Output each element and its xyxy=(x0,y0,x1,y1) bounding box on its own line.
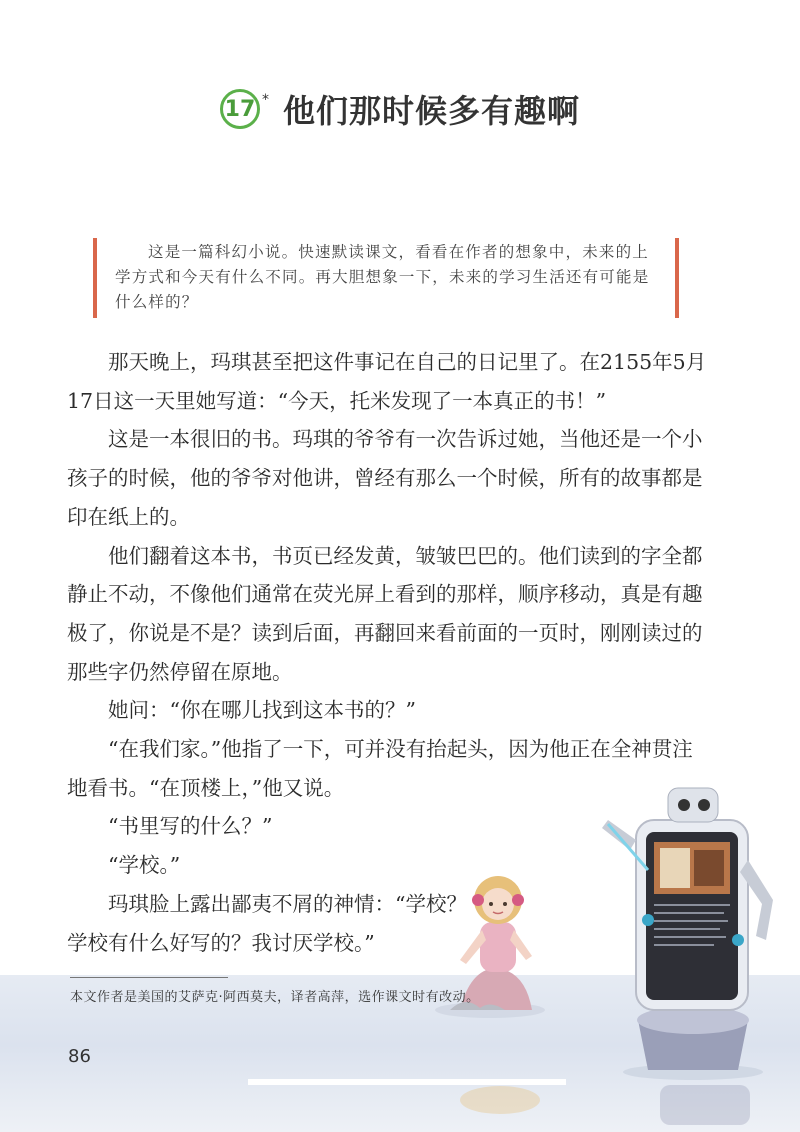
robot-illustration xyxy=(588,780,788,1080)
paragraph: 这是一本很旧的书。玛琪的爷爷有一次告诉过她，当他还是一个小孩子的时候，他的爷爷对他讲，曾经有那么一个时候，所有的故事都是印在纸上的。 xyxy=(67,427,703,529)
reading-guide xyxy=(93,238,679,318)
paragraph: 玛琪脸上露出鄙夷不屑的神情：“学校？学校有什么好写的？我讨厌学校。” xyxy=(67,891,467,955)
footnote-rule xyxy=(70,977,228,978)
lesson-header xyxy=(0,86,800,132)
paragraph: 那天晚上，玛琪甚至把这件事记在自己的日记里了。在2155年5月17日这一天里她写道：“今天，托米发现了一本真正的书！” xyxy=(67,350,707,413)
paragraph: “书里写的什么？” xyxy=(108,814,273,839)
guide-bar-left xyxy=(93,238,97,318)
self-study-mark: * xyxy=(261,92,269,108)
paragraph: “学校。” xyxy=(108,853,181,878)
guide-text: 这是一篇科幻小说。快速默读课文，看看在作者的想象中，未来的上学方式和今天有什么不同。再大胆想象一下，未来的学习生活还有可能是什么样的？ xyxy=(115,243,650,311)
lesson-title: 他们那时候多有趣啊 xyxy=(282,92,580,130)
guide-bar-right xyxy=(675,238,679,318)
paragraph: 她问：“你在哪儿找到这本书的？” xyxy=(108,698,416,723)
floor-reflection xyxy=(430,1085,790,1130)
footnote: 本文作者是美国的艾萨克·阿西莫夫，译者高萍，选作课文时有改动。 xyxy=(70,990,480,1005)
paragraph: 他们翻着这本书，书页已经发黄，皱皱巴巴的。他们读到的字全都静止不动，不像他们通常在荧光屏上看到的那样，顺序移动，真是有趣极了，你说是不是？读到后面，再翻回来看前面的一页时，刚刚读过的那些字仍然停留在原地。 xyxy=(67,543,703,684)
lesson-number-badge: 17 xyxy=(220,89,260,129)
paragraph: “在我们家。”他指了一下，可并没有抬起头，因为他正在全神贯注地看书。“在顶楼上，”他又说。 xyxy=(67,737,693,800)
page-number: 86 xyxy=(68,1046,91,1067)
